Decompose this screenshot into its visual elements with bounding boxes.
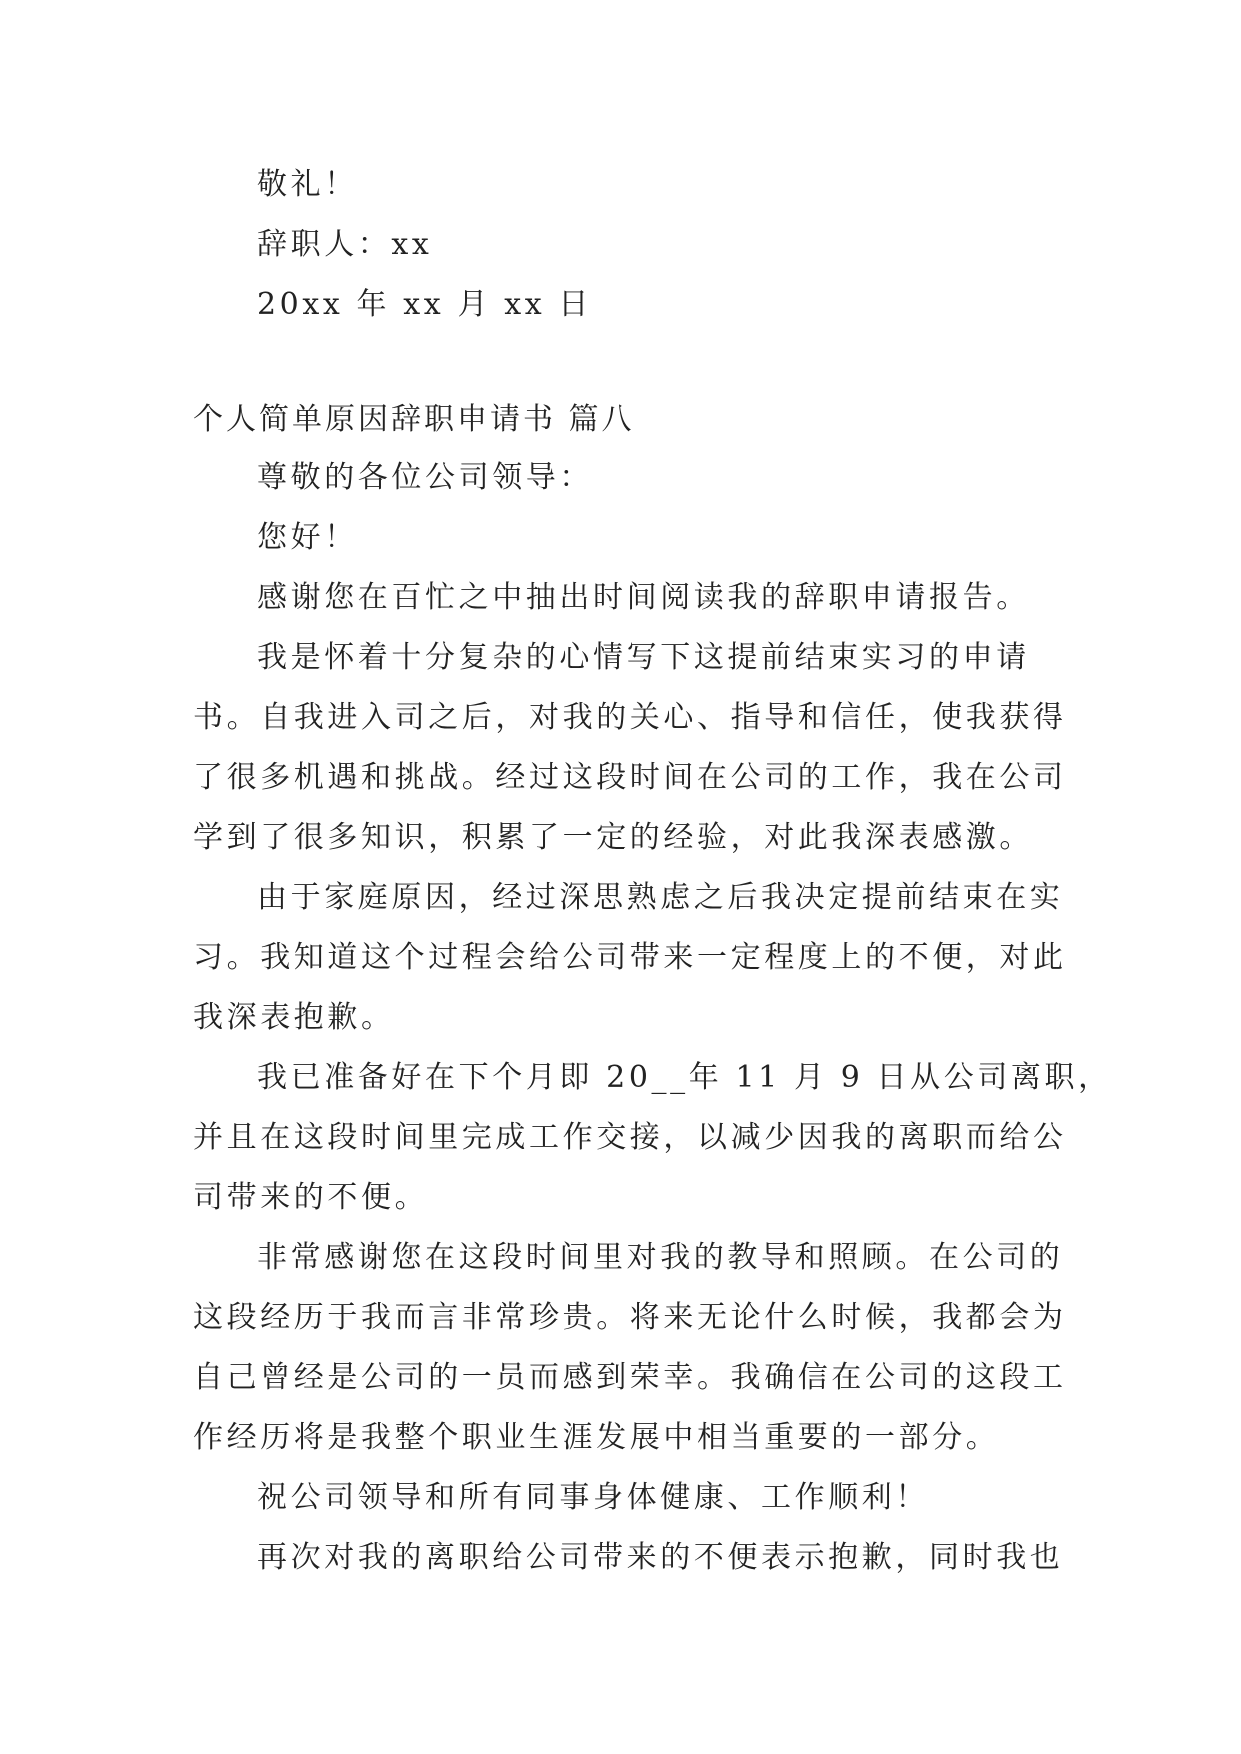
paragraph-line: 习。我知道这个过程会给公司带来一定程度上的不便，对此 [193,940,1067,975]
paragraph-line: 这段经历于我而言非常珍贵。将来无论什么时候，我都会为 [193,1300,1067,1335]
greeting: 您好！ [257,520,358,555]
paragraph-line: 再次对我的离职给公司带来的不便表示抱歉，同时我也 [257,1540,1064,1575]
salutation: 尊敬的各位公司领导： [257,460,593,495]
date-line: 20xx 年 xx 月 xx 日 [257,287,592,322]
paragraph-line: 非常感谢您在这段时间里对我的教导和照顾。在公司的 [257,1240,1064,1275]
paragraph-line: 我深表抱歉。 [193,1000,395,1035]
paragraph-line: 我已准备好在下个月即 20__年 11 月 9 日从公司离职， [257,1060,1112,1095]
paragraph-line: 司带来的不便。 [193,1180,429,1215]
closing-salute: 敬礼！ [257,167,358,202]
paragraph-line: 了很多机遇和挑战。经过这段时间在公司的工作，我在公司 [193,760,1067,795]
paragraph-line: 我是怀着十分复杂的心情写下这提前结束实习的申请 [257,640,1030,675]
paragraph-line: 祝公司领导和所有同事身体健康、工作顺利！ [257,1480,929,1515]
paragraph-line: 自己曾经是公司的一员而感到荣幸。我确信在公司的这段工 [193,1360,1067,1395]
paragraph-line: 并且在这段时间里完成工作交接，以减少因我的离职而给公 [193,1120,1067,1155]
paragraph-line: 由于家庭原因，经过深思熟虑之后我决定提前结束在实 [257,880,1064,915]
paragraph-line: 书。自我进入司之后，对我的关心、指导和信任，使我获得 [193,700,1067,735]
signer-line: 辞职人：xx [257,227,433,262]
paragraph-line: 感谢您在百忙之中抽出时间阅读我的辞职申请报告。 [257,580,1030,615]
section-title: 个人简单原因辞职申请书 篇八 [193,402,635,437]
paragraph-line: 作经历将是我整个职业生涯发展中相当重要的一部分。 [193,1420,1000,1455]
paragraph-line: 学到了很多知识，积累了一定的经验，对此我深表感激。 [193,820,1033,855]
